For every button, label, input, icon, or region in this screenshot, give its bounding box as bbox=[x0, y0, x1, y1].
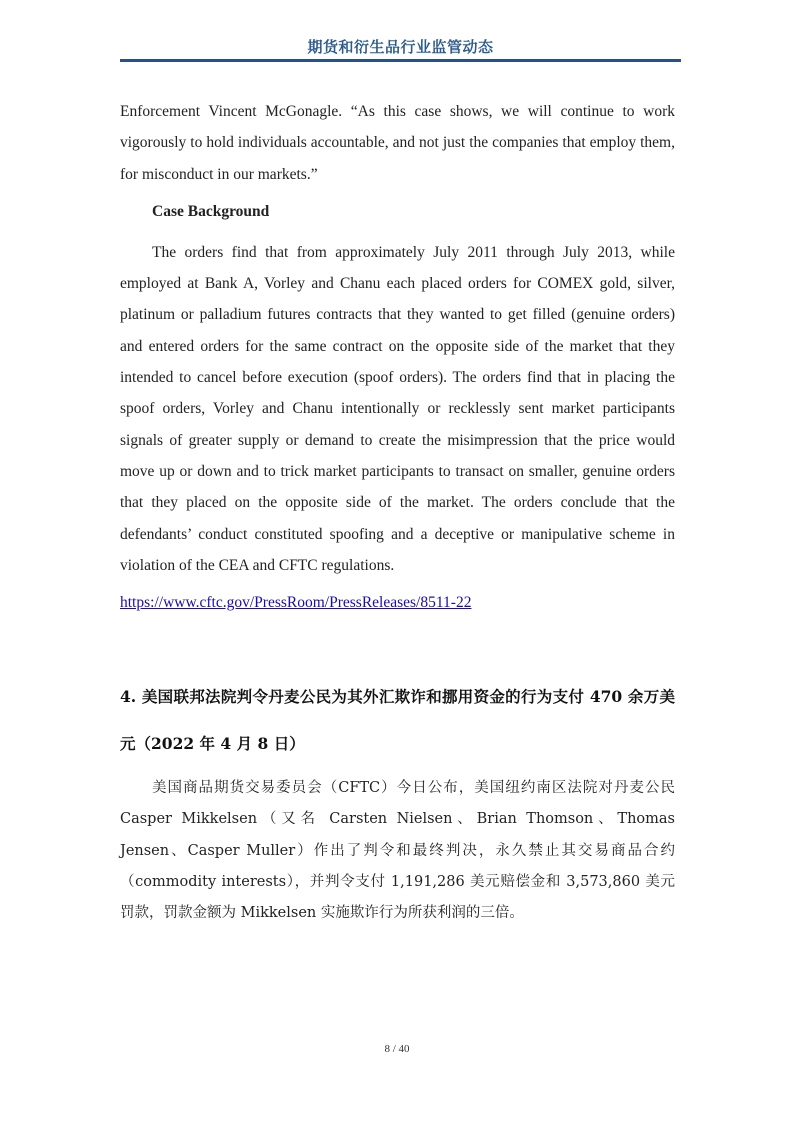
press-release-link[interactable]: https://www.cftc.gov/PressRoom/PressReleases/8511-22 bbox=[120, 594, 472, 612]
section-4-paragraph: 美国商品期货交易委员会（CFTC）今日公布，美国纽约南区法院对丹麦公民 Casper Mikkelsen（又名 Carsten Nielsen、Brian Thomson、Thomas Jensen、Casper Muller）作出了判令和最终判决，永久禁止其交易商品合约（commodity interests），并判令支付 1,191,286 美元赔偿金和 3,573,860 美元罚款，罚款金额为 Mikkelsen 实施欺诈行为所获利润的三倍。 bbox=[120, 780, 675, 922]
case-background-paragraph: The orders find that from approximately July 2011 through July 2013, while employed at Bank A, Vorley and Chanu each placed orders for COMEX gold, silver, platinum or palladium futures contracts that they wanted to get filled (genuine orders) and entered orders for the same contract on the opposite side of the market that they intended to cancel before execution (spoof orders). The orders find that in placing the spoof orders, Vorley and Chanu intentionally or recklessly sent market participants signals of greater supply or demand to create the misimpression that the price would move up or down and to trick market participants to transact on smaller, genuine orders that they placed on the opposite side of the market. The orders conclude that the defendants’ conduct constituted spoofing and a deceptive or manipulative scheme in violation of the CEA and CFTC regulations. bbox=[120, 243, 675, 574]
header-rule bbox=[120, 59, 681, 62]
page-number: 8 / 40 bbox=[384, 1043, 410, 1055]
section-4-title: 4. 美国联邦法院判令丹麦公民为其外汇欺诈和挪用资金的行为支付 470 余万美元（2022 年 4 月 8 日） bbox=[120, 687, 675, 754]
page-body bbox=[120, 96, 675, 944]
intro-paragraph: Enforcement Vincent McGonagle. “As this case shows, we will continue to work vigorously to hold individuals accountable, and not just the companies that employ them, for misconduct in our markets.” bbox=[120, 103, 675, 183]
running-header-title: 期货和衍生品行业监管动态 bbox=[307, 38, 494, 56]
case-background-heading: Case Background bbox=[152, 202, 270, 220]
